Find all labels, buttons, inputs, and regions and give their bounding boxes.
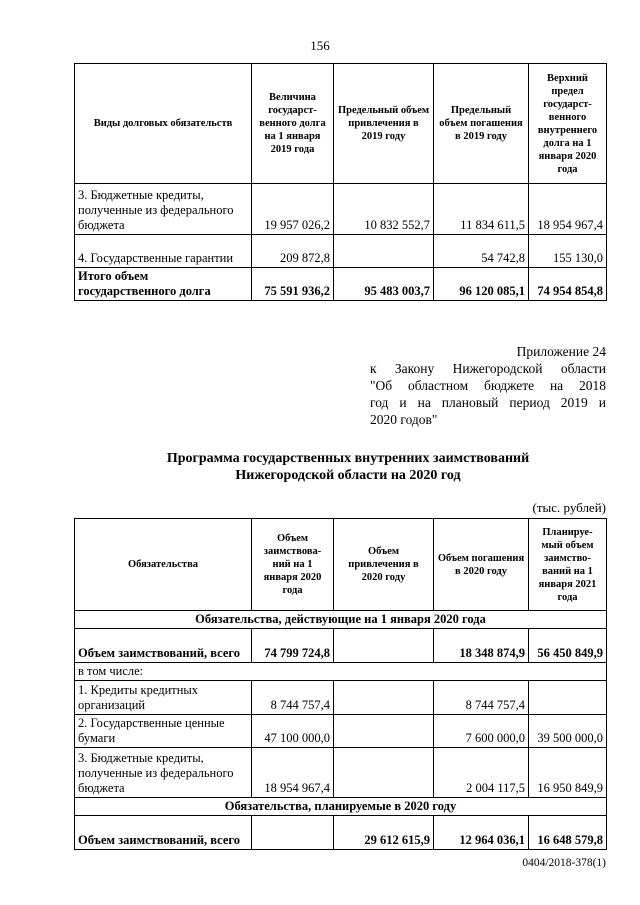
row-label: 4. Государственные гарантии [75, 235, 252, 268]
table-row [75, 629, 607, 663]
appendix-law-line: 2020 годов" [370, 412, 438, 427]
row-label: 3. Бюджетные кредиты, полученные из федерального бюджета [75, 184, 252, 235]
table-row [75, 681, 607, 715]
cell-value: 2 004 117,5 [434, 748, 529, 798]
header-upper-limit-2020: Верхний предел государст-венного внутреннего долга на 1 января 2020 года [529, 64, 607, 184]
document-code: 0404/2018-378(1) [522, 857, 606, 869]
appendix-reference [370, 343, 606, 428]
title-line: Программа государственных внутренних заимствований [166, 451, 530, 466]
table-row [75, 816, 607, 850]
cell-value: 19 957 026,2 [252, 184, 334, 235]
cell-value: 18 348 874,9 [434, 629, 529, 663]
section-row [75, 798, 607, 816]
header-borrowing-2019: Предельный объем привлечения в 2019 году [334, 64, 434, 184]
cell-value [252, 816, 334, 850]
cell-value: 74 954 854,8 [529, 268, 607, 301]
row-label: Итого объем государственного долга [75, 268, 252, 301]
row-label: Объем заимствований, всего [75, 816, 252, 850]
table-total-row [75, 268, 607, 301]
cell-value: 8 744 757,4 [434, 681, 529, 715]
cell-value: 96 120 085,1 [434, 268, 529, 301]
row-label: Объем заимствований, всего [75, 629, 252, 663]
page-number: 156 [310, 38, 330, 53]
cell-value: 29 612 615,9 [334, 816, 434, 850]
appendix-law-line: к Закону Нижегородской области [370, 361, 606, 376]
cell-value: 74 799 724,8 [252, 629, 334, 663]
cell-value: 8 744 757,4 [252, 681, 334, 715]
row-label: в том числе: [75, 663, 607, 681]
section-header: Обязательства, действующие на 1 января 2020 года [75, 611, 607, 629]
cell-value: 11 834 611,5 [434, 184, 529, 235]
table-row [75, 748, 607, 798]
appendix-law-line: год и на плановый период 2019 и [370, 395, 606, 410]
debt-table-2019 [74, 63, 607, 301]
cell-value [529, 681, 607, 715]
header-borrowings-2020: Объем заимствова-ний на 1 января 2020 года [252, 519, 334, 611]
cell-value: 56 450 849,9 [529, 629, 607, 663]
cell-value [334, 681, 434, 715]
table-header-row [75, 64, 607, 184]
cell-value [334, 748, 434, 798]
row-label: 2. Государственные ценные бумаги [75, 715, 252, 748]
table-row [75, 663, 607, 681]
section-row [75, 611, 607, 629]
appendix-law-line: "Об областном бюджете на 2018 [370, 378, 606, 393]
table-header-row [75, 519, 607, 611]
cell-value: 18 954 967,4 [252, 748, 334, 798]
header-debt-2019: Величина государст-венного долга на 1 января 2019 года [252, 64, 334, 184]
cell-value: 75 591 936,2 [252, 268, 334, 301]
cell-value: 7 600 000,0 [434, 715, 529, 748]
header-repayment-2020: Объем погашения в 2020 году [434, 519, 529, 611]
cell-value: 47 100 000,0 [252, 715, 334, 748]
row-label: 3. Бюджетные кредиты, полученные из федерального бюджета [75, 748, 252, 798]
cell-value: 10 832 552,7 [334, 184, 434, 235]
cell-value: 95 483 003,7 [334, 268, 434, 301]
cell-value: 16 950 849,9 [529, 748, 607, 798]
header-repayment-2019: Предельный объем погашения в 2019 году [434, 64, 529, 184]
cell-value [334, 629, 434, 663]
header-planned-2021: Планируе-мый объем заимство-ваний на 1 января 2021 года [529, 519, 607, 611]
cell-value: 39 500 000,0 [529, 715, 607, 748]
cell-value: 209 872,8 [252, 235, 334, 268]
header-debt-type: Виды долговых обязательств [75, 64, 252, 184]
cell-value: 12 964 036,1 [434, 816, 529, 850]
cell-value [334, 235, 434, 268]
title-line: Нижегородской области на 2020 год [235, 468, 461, 483]
row-label: 1. Кредиты кредитных организаций [75, 681, 252, 715]
cell-value [334, 715, 434, 748]
cell-value: 155 130,0 [529, 235, 607, 268]
header-attraction-2020: Объем привлечения в 2020 году [334, 519, 434, 611]
appendix-number: Приложение 24 [516, 344, 606, 359]
table-row [75, 715, 607, 748]
cell-value: 54 742,8 [434, 235, 529, 268]
table-row [75, 235, 607, 268]
table-row [75, 184, 607, 235]
cell-value: 16 648 579,8 [529, 816, 607, 850]
borrowing-program-table-2020 [74, 518, 607, 850]
units-label: (тыс. рублей) [532, 500, 606, 515]
cell-value: 18 954 967,4 [529, 184, 607, 235]
section-header: Обязательства, планируемые в 2020 году [75, 798, 607, 816]
header-obligations: Обязательства [75, 519, 252, 611]
page-title [60, 450, 636, 484]
